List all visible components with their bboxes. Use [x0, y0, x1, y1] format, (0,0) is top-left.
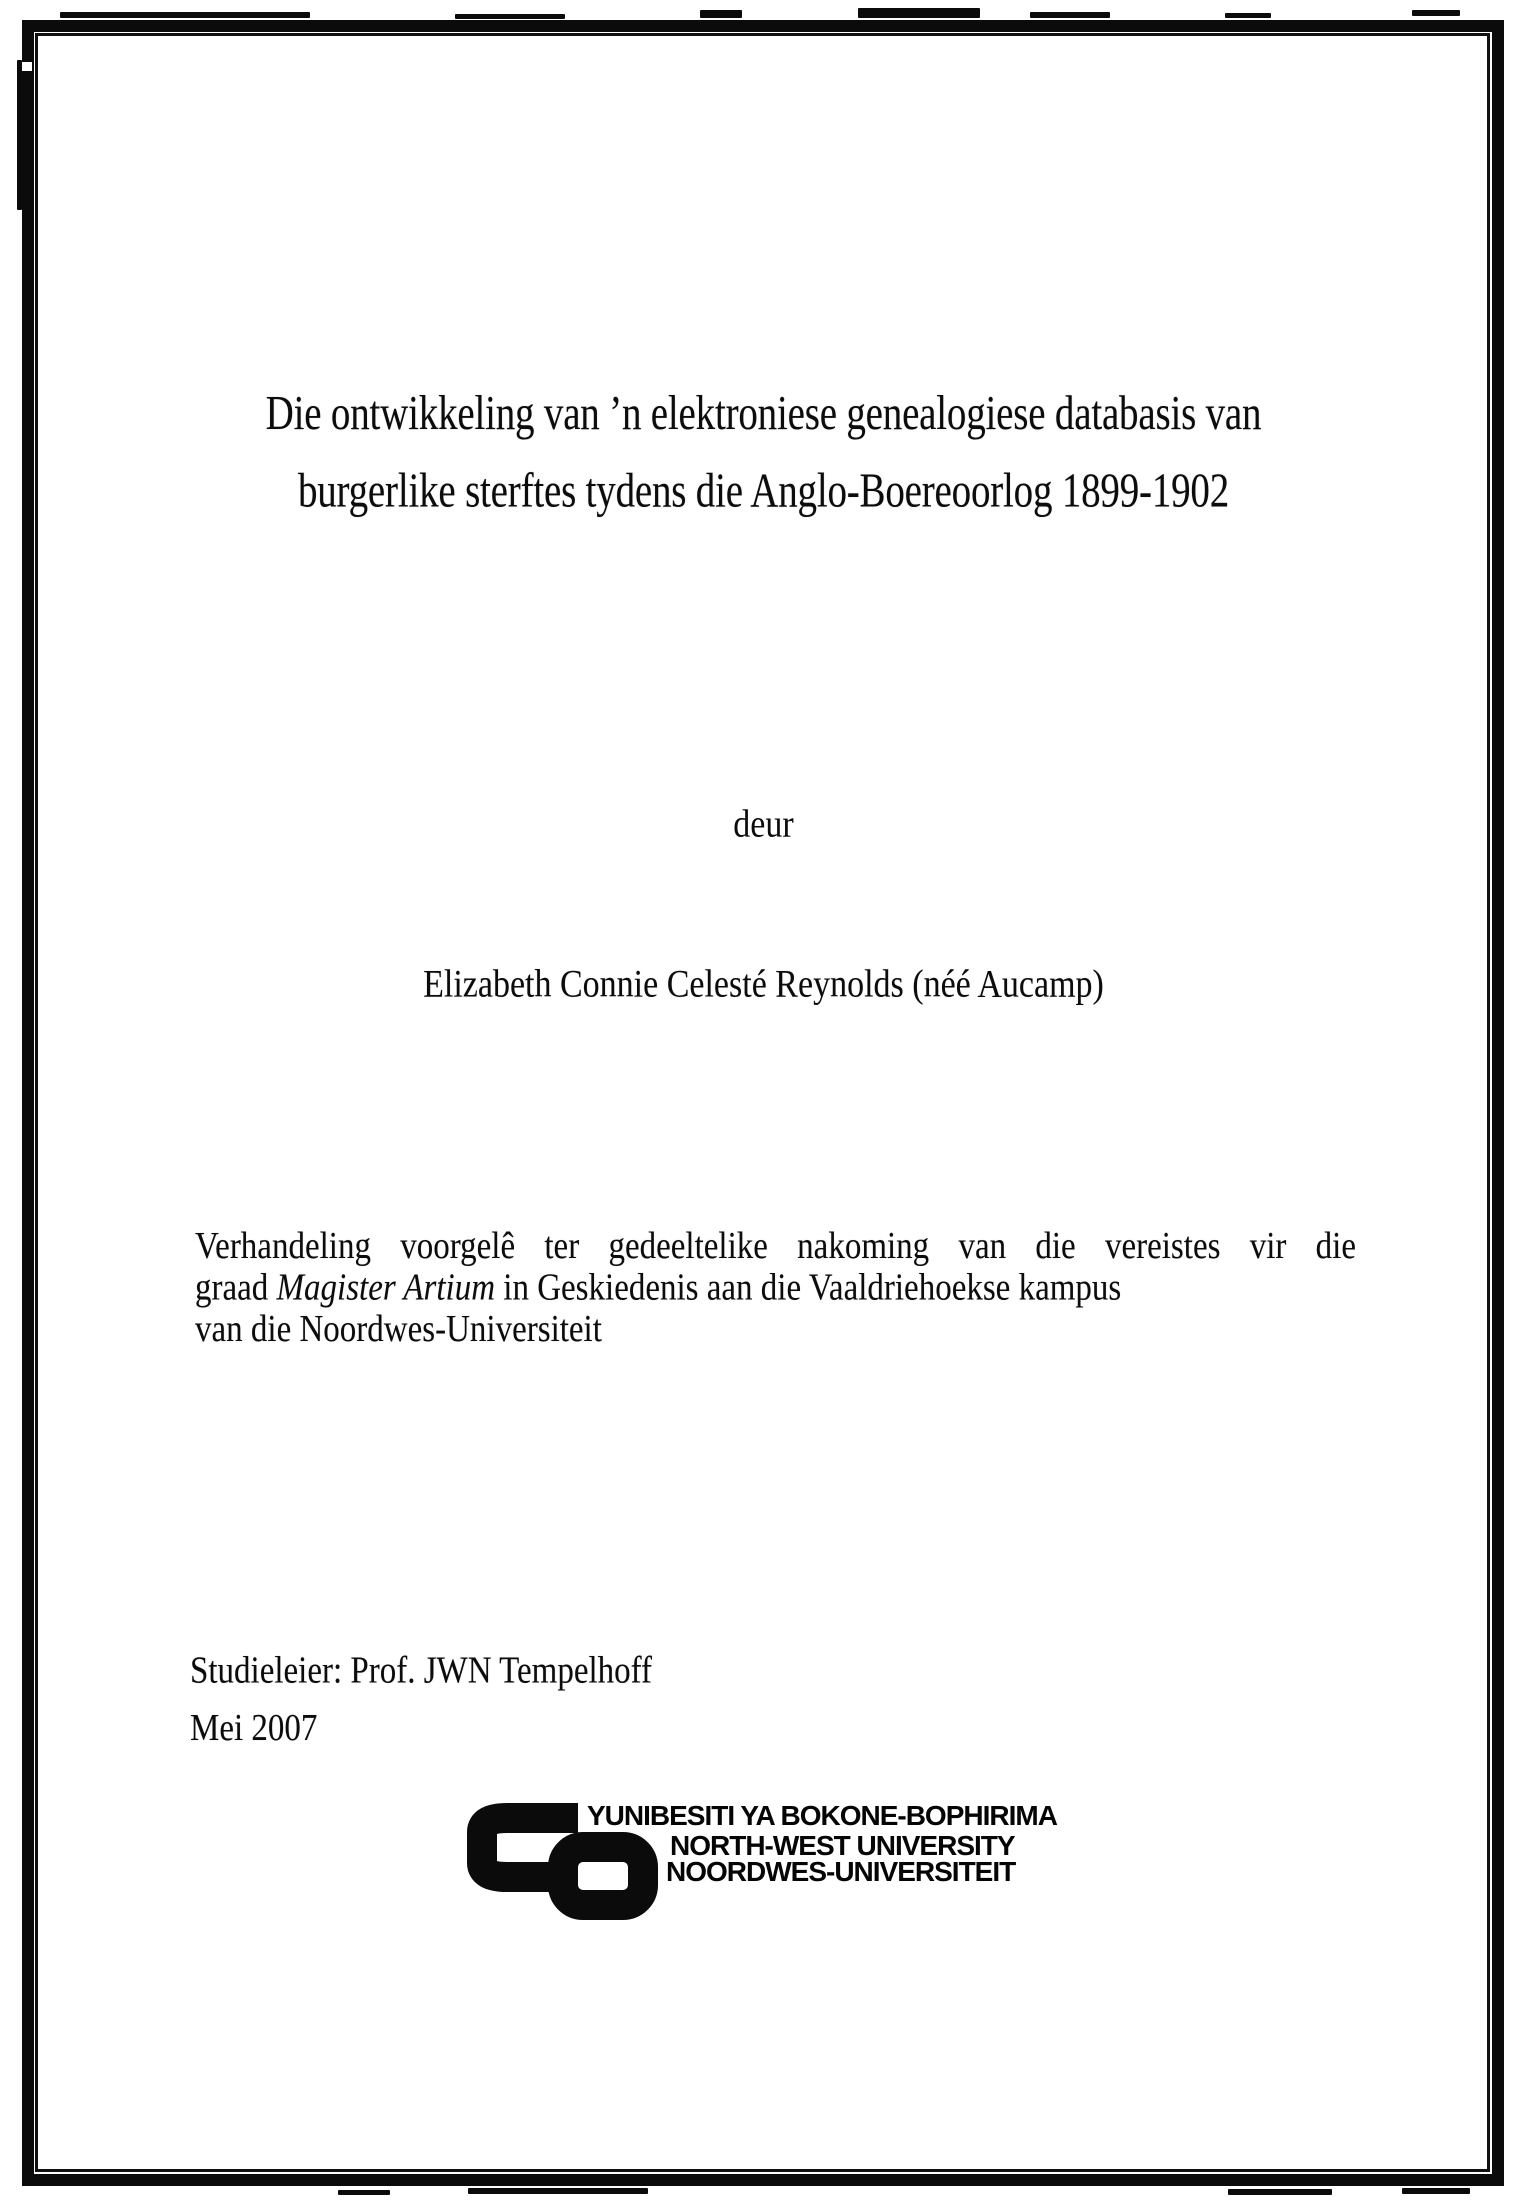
thesis-title-line-2: burgerlike sterftes tydens die Anglo-Boereoorlog 1899-1902: [297, 463, 1230, 518]
scan-artifact: [60, 12, 310, 18]
logo-text-english: NORTH-WEST UNIVERSITY: [670, 1830, 1015, 1861]
scan-artifact: [455, 14, 565, 19]
logo-text-setswana: YUNIBESITI YA BOKONE-BOPHIRIMA: [587, 1800, 1057, 1831]
scan-artifact: [700, 10, 742, 18]
scan-artifact: [468, 2188, 648, 2194]
supervisor-block: [190, 1642, 652, 1757]
degree-statement-line-2: [195, 1267, 1356, 1308]
supervisor-line: Studieleier: Prof. JWN Tempelhoff: [190, 1650, 653, 1692]
author-name: Elizabeth Connie Celesté Reynolds (néé Aucamp): [423, 963, 1104, 1006]
degree-statement: [195, 1226, 1356, 1350]
date-line: Mei 2007: [190, 1707, 318, 1749]
scan-artifact: [1402, 2188, 1470, 2194]
degree-statement-line-2-pre: graad: [195, 1267, 277, 1309]
degree-statement-line-1: Verhandeling voorgelê ter gedeeltelike nakoming van die vereistes vir die: [195, 1226, 1356, 1268]
scan-artifact: [1225, 13, 1271, 18]
scan-artifact: [22, 62, 32, 71]
scan-artifact: [1228, 2189, 1332, 2195]
degree-statement-line-2-post: in Geskiedenis aan die Vaaldriehoekse kampus: [495, 1267, 1122, 1309]
thesis-title: [0, 375, 1527, 530]
byline: deur: [733, 803, 794, 846]
scan-artifact: [1412, 10, 1460, 16]
degree-name-italic: Magister Artium: [276, 1267, 496, 1309]
thesis-title-line-1: Die ontwikkeling van ’n elektroniese genealogiese databasis van: [265, 386, 1262, 440]
scan-artifact: [338, 2190, 390, 2195]
scan-artifact: [858, 8, 980, 18]
logo-text-afrikaans: NOORDWES-UNIVERSITEIT: [666, 1856, 1016, 1887]
degree-statement-line-3: van die Noordwes-Universiteit: [195, 1308, 602, 1351]
scan-artifact: [1030, 12, 1110, 18]
